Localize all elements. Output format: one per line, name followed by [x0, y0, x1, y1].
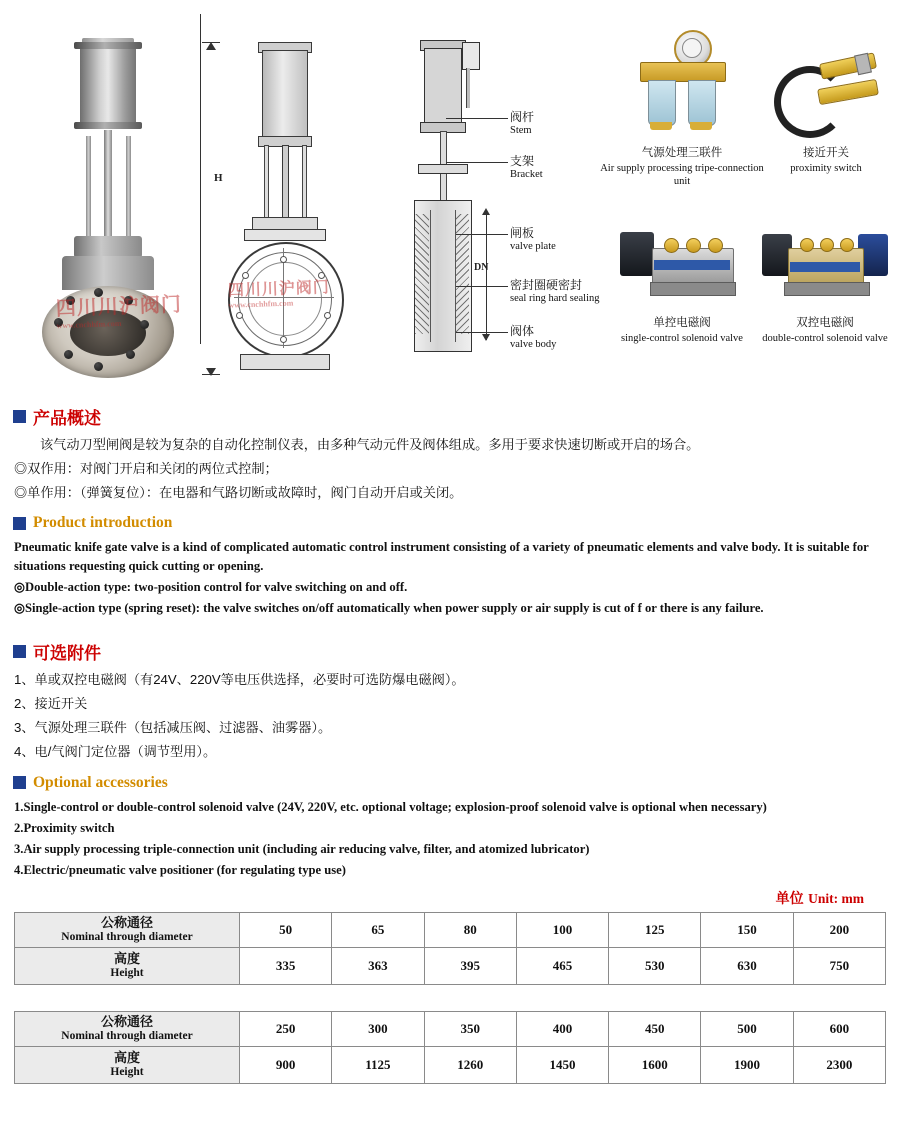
- dimension-arrow-down-icon: [206, 368, 216, 376]
- cell-diameter: 500: [701, 1011, 793, 1046]
- spec-table-1: [14, 912, 886, 985]
- section-bracket: [418, 164, 468, 174]
- cell-diameter: 150: [701, 912, 793, 947]
- overview-paragraph-cn-1: 该气动刀型闸阀是较为复杂的自动化控制仪表，由多种气动元件及阀体组成。多用于要求快速切断或开启的场合。: [40, 437, 700, 452]
- front-view-drawing: [200, 14, 390, 384]
- accessory-item-en-1: 1.Single-control or double-control solenoid valve (24V, 220V, etc. optional voltage; explosion-proof solenoid valve is optional when necessary): [14, 799, 767, 814]
- cell-diameter: 300: [332, 1011, 424, 1046]
- leader-line-stem: [446, 118, 508, 119]
- table-row: [15, 912, 886, 947]
- bullet-square-icon: [14, 411, 25, 422]
- dimension-line-h: [200, 14, 201, 344]
- proximity-switch-photo: [772, 40, 882, 132]
- cell-diameter: 350: [424, 1011, 516, 1046]
- cell-height: 465: [516, 947, 608, 984]
- section-header-accessories-en: [14, 774, 900, 792]
- caption-single-solenoid: 单控电磁阀 single-control solenoid valve: [621, 317, 743, 344]
- section-header-accessories-cn: [14, 639, 900, 664]
- caption-double-solenoid: 双控电磁阀 double-control solenoid valve: [762, 317, 888, 344]
- accessory-item-cn-4: 4、电/气阀门定位器（调节型用）。: [14, 743, 217, 759]
- cell-height: 530: [609, 947, 701, 984]
- cell-height: 630: [701, 947, 793, 984]
- document-content: [0, 404, 900, 1084]
- cell-height: 1600: [609, 1046, 701, 1083]
- bullet-square-icon: [14, 777, 25, 788]
- solenoid-coil: [620, 232, 654, 276]
- pressure-gauge-face: [682, 38, 702, 58]
- solenoid-fitting: [708, 238, 723, 253]
- cell-diameter: 200: [793, 912, 885, 947]
- valve-photo: [18, 18, 198, 378]
- solenoid-base: [784, 282, 870, 296]
- accessory-item-en-3: 3.Air supply processing triple-connection unit (including air reducing valve, filter, and atomized lubricator): [14, 842, 590, 857]
- section-bore: [430, 210, 456, 342]
- accessory-item-en-4: 4.Electric/pneumatic valve positioner (for regulating type use): [14, 863, 346, 878]
- dimension-label-h: H: [214, 172, 223, 184]
- leader-line-body: [456, 332, 508, 333]
- drawing-bolt-hole: [280, 256, 287, 263]
- dimension-arrow-up-icon: [206, 42, 216, 50]
- cylinder-body: [80, 44, 136, 126]
- frl-lubricator-bowl: [688, 80, 716, 126]
- cell-diameter: 125: [609, 912, 701, 947]
- guide-rod-right: [126, 136, 131, 240]
- row-header-height: 高度 Height: [15, 947, 240, 984]
- cell-diameter: 100: [516, 912, 608, 947]
- table-row: [15, 1046, 886, 1083]
- spec-table-2: [14, 1011, 886, 1084]
- accessory-item-cn-2: 2、接近开关: [14, 696, 88, 712]
- cell-height: 1450: [516, 1046, 608, 1083]
- section-air-pipe: [466, 68, 470, 108]
- frl-bowl-cap: [650, 122, 672, 130]
- cell-height: 900: [240, 1046, 332, 1083]
- double-solenoid-photo: [762, 222, 888, 314]
- solenoid-fitting: [800, 238, 814, 252]
- drawing-stem: [282, 145, 289, 219]
- section-cylinder: [424, 48, 462, 126]
- bullet-square-icon: [14, 646, 25, 657]
- section-header-product-overview-cn: [14, 404, 900, 429]
- solenoid-fitting: [664, 238, 679, 253]
- bracket-part: [74, 236, 142, 258]
- cell-diameter: 400: [516, 1011, 608, 1046]
- dimension-line-dn: [486, 210, 487, 340]
- overview-paragraph-en-1: Pneumatic knife gate valve is a kind of complicated automatic control instrument consisting of a variety of pneumatic elements and valve body. It is suitable for situations requesting quick cutting or opening.: [14, 540, 869, 573]
- row-header-nominal-diameter: 公称通径 Nominal through diameter: [15, 912, 240, 947]
- guide-rod-left: [86, 136, 91, 240]
- callout-stem: 阀杆 Stem: [510, 110, 535, 136]
- dimension-arrow-up-icon: [482, 208, 490, 215]
- bullet-square-icon: [14, 518, 25, 529]
- flange-bolt: [64, 350, 73, 359]
- solenoid-fitting: [840, 238, 854, 252]
- watermark-center: 四川川沪阀门 www.cnchhfm.com: [227, 279, 331, 310]
- table-row: [15, 947, 886, 984]
- section-title-cn: 产品概述: [33, 409, 101, 428]
- callout-bracket: 支架 Bracket: [510, 154, 543, 180]
- caption-air-supply-unit: 气源处理三联件 Air supply processing tripe-connection unit: [600, 147, 764, 188]
- leader-line-bracket: [446, 162, 508, 163]
- cell-height: 363: [332, 947, 424, 984]
- cell-diameter: 450: [609, 1011, 701, 1046]
- cell-diameter: 80: [424, 912, 516, 947]
- section-title-en: Product introduction: [33, 514, 173, 532]
- section-title-en: Optional accessories: [33, 773, 168, 791]
- cell-diameter: 250: [240, 1011, 332, 1046]
- drawing-guide-rod-right: [302, 145, 307, 219]
- drawing-bolt-hole: [324, 312, 331, 319]
- drawing-cylinder: [262, 50, 308, 140]
- leader-line-plate: [456, 234, 508, 235]
- section-hatching-left: [415, 214, 429, 334]
- cylinder-band-bottom: [74, 122, 142, 129]
- air-supply-unit-photo: [632, 28, 732, 138]
- flange-bolt: [94, 362, 103, 371]
- drawing-guide-rod-left: [264, 145, 269, 219]
- row-header-height: 高度 Height: [15, 1046, 240, 1083]
- table-spacer: [0, 985, 900, 1007]
- frl-manifold: [640, 62, 726, 82]
- section-port-block: [462, 42, 480, 70]
- cell-height: 1900: [701, 1046, 793, 1083]
- cell-height: 395: [424, 947, 516, 984]
- overview-paragraph-cn-3: ◎单作用：（弹簧复位）：在电器和气路切断或故障时，阀门自动开启或关闭。: [14, 484, 463, 500]
- frl-bowl-cap: [690, 122, 712, 130]
- caption-proximity-switch: 接近开关 proximity switch: [790, 147, 862, 174]
- section-hatching-right: [455, 214, 469, 334]
- cell-diameter: 600: [793, 1011, 885, 1046]
- cell-height: 2300: [793, 1046, 885, 1083]
- solenoid-fitting: [686, 238, 701, 253]
- flange-bolt: [126, 350, 135, 359]
- cell-height: 750: [793, 947, 885, 984]
- drawing-bracket-lower: [244, 229, 326, 241]
- cell-diameter: 65: [332, 912, 424, 947]
- drawing-foot: [240, 354, 330, 370]
- dimension-label-dn: DN: [474, 262, 489, 273]
- drawing-bolt-hole: [236, 312, 243, 319]
- cell-height: 335: [240, 947, 332, 984]
- cell-height: 1260: [424, 1046, 516, 1083]
- cell-height: 1125: [332, 1046, 424, 1083]
- section-header-product-overview-en: [14, 514, 900, 532]
- unit-note-cn: 单位: [775, 889, 804, 906]
- row-header-nominal-diameter: 公称通径 Nominal through diameter: [15, 1011, 240, 1046]
- table-row: [15, 1011, 886, 1046]
- unit-note-en: Unit: mm: [808, 890, 864, 906]
- callout-valve-body: 阀体 valve body: [510, 324, 557, 350]
- overview-paragraph-cn-2: ◎双作用：对阀门开启和关闭的两位式控制；: [14, 460, 278, 476]
- unit-note: [0, 888, 864, 908]
- solenoid-fitting: [820, 238, 834, 252]
- cell-diameter: 50: [240, 912, 332, 947]
- accessory-item-cn-3: 3、气源处理三联件（包括减压阀、过滤器、油雾器）。: [14, 719, 332, 735]
- accessory-item-cn-1: 1、单或双控电磁阀（有24V、220V等电压供选择，必要时可选防爆电磁阀）。: [14, 672, 465, 688]
- cylinder-band-top: [74, 42, 142, 49]
- solenoid-base: [650, 282, 736, 296]
- overview-paragraph-en-3: ◎Single-action type (spring reset): the valve switches on/off automatically when power supply or air supply is cut of f or there is any failure.: [14, 601, 764, 616]
- solenoid-label-strip: [654, 260, 730, 270]
- callout-seal-ring: 密封圈硬密封 seal ring hard sealing: [510, 278, 600, 304]
- callout-valve-plate: 闸板 valve plate: [510, 226, 556, 252]
- section-view-drawing: [400, 14, 620, 384]
- valve-body-part: [62, 256, 154, 290]
- single-solenoid-photo: [620, 222, 738, 310]
- accessory-item-en-2: 2.Proximity switch: [14, 820, 115, 835]
- figure-area: [0, 0, 900, 400]
- watermark-left: 四川川沪阀门 www.cnchhfm.com: [55, 293, 183, 331]
- frl-filter-bowl: [648, 80, 676, 126]
- drawing-bolt-hole: [280, 336, 287, 343]
- leader-line-seal: [456, 286, 508, 287]
- section-title-cn: 可选附件: [33, 644, 101, 664]
- overview-paragraph-en-2: ◎Double-action type: two-position control for valve switching on and off.: [14, 579, 408, 594]
- solenoid-label-strip: [790, 262, 860, 272]
- dimension-arrow-down-icon: [482, 334, 490, 341]
- valve-stem: [104, 130, 112, 240]
